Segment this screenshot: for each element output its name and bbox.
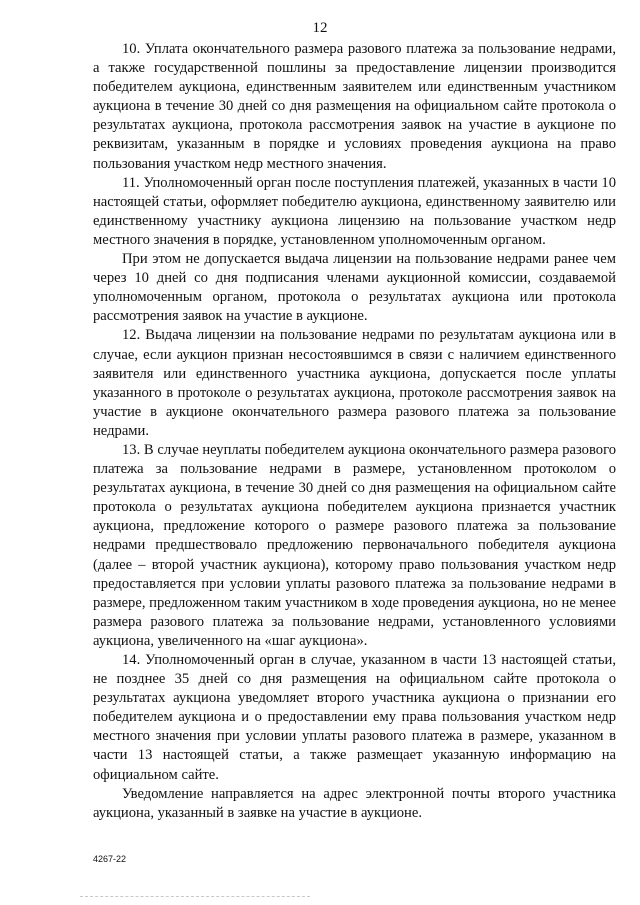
paragraph-13: 13. В случае неуплаты победителем аукциона окончательного размера разового платежа за пользование недрами в размере, установленном протоколом о результатах аукциона, в течение 30 дней со дня размещения на официальном сайте протокола о результатах аукциона победителем аукциона признается участник аукциона, предложение которого о размере разового платежа за пользование недрами предшествовало предложению первоначального победителя аукциона (далее – второй участник аукциона), которому право пользования участком недр предоставляется при условии уплаты разового платежа за пользование недрами в размере, предложенном таким участником в ходе проведения аукциона, но не менее размера разового платежа за пользование недрами, установленного условиями аукциона, увеличенного на «шаг аукциона».	[93, 441, 616, 649]
paragraph-11: 11. Уполномоченный орган после поступления платежей, указанных в части 10 настоящей статьи, оформляет победителю аукциона, единственному заявителю или единственному участнику аукциона лицензию на пользование участком недр местного значения в порядке, установленном уполномоченным органом.	[93, 174, 616, 248]
paragraph-14: 14. Уполномоченный орган в случае, указанном в части 13 настоящей статьи, не позднее 35 дней со дня размещения на официальном сайте протокола о результатах аукциона уведомляет второго участника аукциона о признании его победителем аукциона и о предоставлении ему права пользования участком недр местного значения при условии уплаты разового платежа в размере, указанном в части 13 настоящей статьи, а также размещает указанную информацию на официальном сайте.	[93, 652, 616, 783]
page-number: 12	[312, 20, 328, 36]
paragraph-14-notice: Уведомление направляется на адрес электронной почты второго участника аукциона, указанный в заявке на участие в аукционе.	[93, 785, 616, 821]
paragraph-10: 10. Уплата окончательного размера разового платежа за пользование недрами, а также государственной пошлины за предоставление лицензии производится победителем аукциона, единственным заявителем или единственным участником аукциона в течение 30 дней со дня размещения на официальном сайте протокола о результатах аукциона, протокола рассмотрения заявок на участие в аукционе по реквизитам, указанным в порядке и условиях проведения аукциона на право пользования участком недр местного значения.	[93, 41, 616, 172]
paragraph-11-note: При этом не допускается выдача лицензии на пользование недрами ранее чем через 10 дней со дня подписания членами аукционной комиссии, создаваемой уполномоченным органом, протокола о результатах аукциона или протокола рассмотрения заявок на участие в аукционе.	[93, 251, 616, 325]
scan-artifact-line	[80, 896, 310, 897]
document-code: 4267-22	[93, 854, 127, 864]
document-body	[93, 40, 616, 823]
paragraph-12: 12. Выдача лицензии на пользование недрами по результатам аукциона или в случае, если аукцион признан несостоявшимся в связи с наличием единственного заявителя или единственного участника аукциона, допускается после уплаты указанного в протоколе о результатах аукциона, протоколе рассмотрения заявок на участие в аукционе окончательного размера разового платежа за пользование недрами.	[93, 327, 616, 439]
